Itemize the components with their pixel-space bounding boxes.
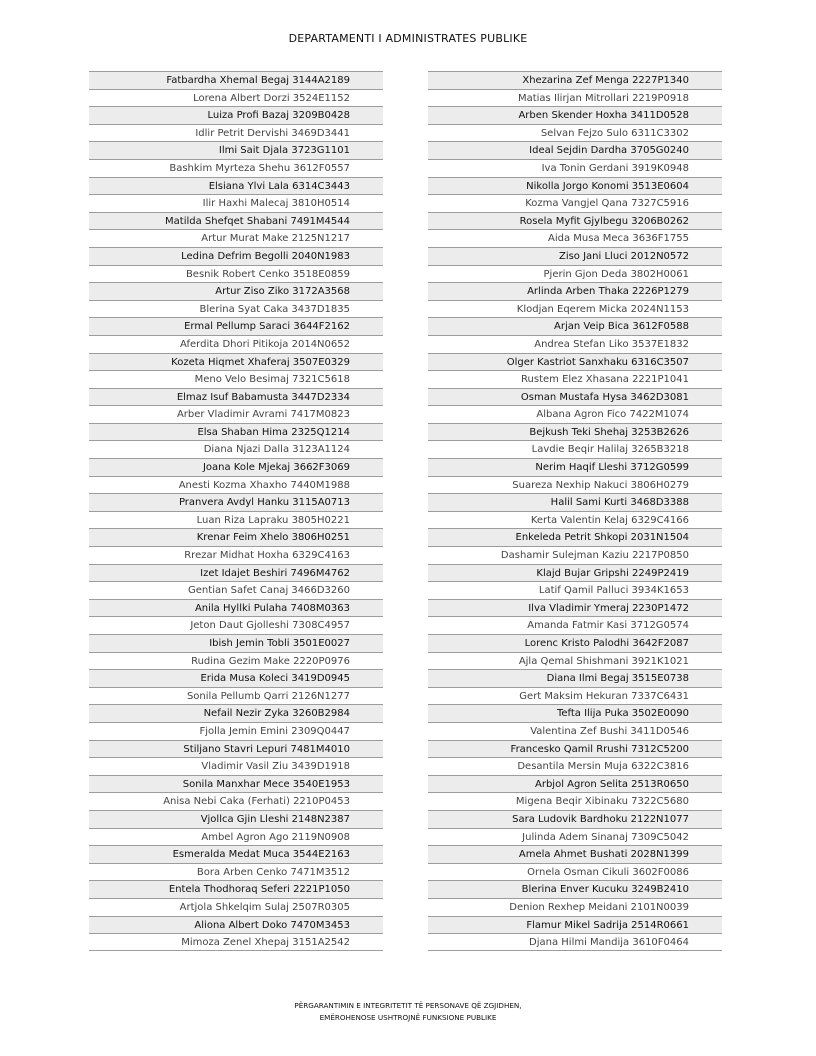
list-item: Pranvera Avdyl Hanku 3115A0713 (89, 493, 383, 511)
list-item: Izet Idajet Beshiri 7496M4762 (89, 564, 383, 582)
list-item: Suareza Nexhip Nakuci 3806H0279 (428, 476, 722, 494)
list-item: Iva Tonin Gerdani 3919K0948 (428, 159, 722, 177)
list-item: Diana Ilmi Begaj 3515E0738 (428, 669, 722, 687)
list-item: Ibish Jemin Tobli 3501E0027 (89, 634, 383, 652)
list-item: Matilda Shefqet Shabani 7491M4544 (89, 212, 383, 230)
list-item: Elsiana Ylvi Lala 6314C3443 (89, 177, 383, 195)
list-item: Bejkush Teki Shehaj 3253B2626 (428, 423, 722, 441)
list-item: Aferdita Dhori Pitikoja 2014N0652 (89, 335, 383, 353)
footer-line-2: EMËROHENOSE USHTROJNË FUNKSIONE PUBLIKE (319, 1013, 497, 1022)
list-item: Besnik Robert Cenko 3518E0859 (89, 265, 383, 283)
list-item: Bora Arben Cenko 7471M3512 (89, 863, 383, 881)
list-item: Nikolla Jorgo Konomi 3513E0604 (428, 177, 722, 195)
list-item: Luan Riza Lapraku 3805H0221 (89, 511, 383, 529)
list-item: Jeton Daut Gjolleshi 7308C4957 (89, 616, 383, 634)
list-item: Sonila Pellumb Qarri 2126N1277 (89, 687, 383, 705)
list-item: Joana Kole Mjekaj 3662F3069 (89, 458, 383, 476)
list-item: Ledina Defrim Begolli 2040N1983 (89, 247, 383, 265)
list-item: Sonila Manxhar Mece 3540E1953 (89, 775, 383, 793)
list-item: Anisa Nebi Caka (Ferhati) 2210P0453 (89, 792, 383, 810)
footer (0, 1000, 816, 1024)
list-item: Amanda Fatmir Kasi 3712G0574 (428, 616, 722, 634)
list-item: Blerina Enver Kucuku 3249B2410 (428, 880, 722, 898)
list-item: Lorenc Kristo Palodhi 3642F2087 (428, 634, 722, 652)
list-item: Anesti Kozma Xhaxho 7440M1988 (89, 476, 383, 494)
list-item: Arbjol Agron Selita 2513R0650 (428, 775, 722, 793)
list-item: Amela Ahmet Bushati 2028N1399 (428, 845, 722, 863)
list-item: Klajd Bujar Gripshi 2249P2419 (428, 564, 722, 582)
list-item: Pjerin Gjon Deda 3802H0061 (428, 265, 722, 283)
list-item: Selvan Fejzo Sulo 6311C3302 (428, 124, 722, 142)
list-item: Kozma Vangjel Qana 7327C5916 (428, 194, 722, 212)
list-item: Migena Beqir Xibinaku 7322C5680 (428, 792, 722, 810)
list-item: Flamur Mikel Sadrija 2514R0661 (428, 916, 722, 934)
list-item: Mimoza Zenel Xhepaj 3151A2542 (89, 933, 383, 951)
page-title: DEPARTAMENTI I ADMINISTRATES PUBLIKE (288, 32, 528, 45)
left-name-list (89, 71, 383, 951)
list-item: Enkeleda Petrit Shkopi 2031N1504 (428, 528, 722, 546)
list-item: Osman Mustafa Hysa 3462D3081 (428, 388, 722, 406)
list-item: Ziso Jani Lluci 2012N0572 (428, 247, 722, 265)
list-item: Diana Njazi Dalla 3123A1124 (89, 440, 383, 458)
list-item: Halil Sami Kurti 3468D3388 (428, 493, 722, 511)
list-item: Lavdie Beqir Halilaj 3265B3218 (428, 440, 722, 458)
list-item: Elsa Shaban Hima 2325Q1214 (89, 423, 383, 441)
list-item: Ideal Sejdin Dardha 3705G0240 (428, 141, 722, 159)
list-item: Erida Musa Koleci 3419D0945 (89, 669, 383, 687)
list-item: Ilva Vladimir Ymeraj 2230P1472 (428, 599, 722, 617)
list-item: Stiljano Stavri Lepuri 7481M4010 (89, 740, 383, 758)
list-item: Luiza Profi Bazaj 3209B0428 (89, 106, 383, 124)
list-item: Fatbardha Xhemal Begaj 3144A2189 (89, 71, 383, 89)
list-item: Ajla Qemal Shishmani 3921K1021 (428, 652, 722, 670)
list-item: Valentina Zef Bushi 3411D0546 (428, 722, 722, 740)
list-item: Gert Maksim Hekuran 7337C6431 (428, 687, 722, 705)
list-item: Ornela Osman Cikuli 3602F0086 (428, 863, 722, 881)
list-item: Rrezar Midhat Hoxha 6329C4163 (89, 546, 383, 564)
list-item: Ambel Agron Ago 2119N0908 (89, 828, 383, 846)
list-item: Gentian Safet Canaj 3466D3260 (89, 581, 383, 599)
list-item: Klodjan Eqerem Micka 2024N1153 (428, 300, 722, 318)
list-item: Esmeralda Medat Muca 3544E2163 (89, 845, 383, 863)
list-item: Ilir Haxhi Malecaj 3810H0514 (89, 194, 383, 212)
list-item: Anila Hyllki Pulaha 7408M0363 (89, 599, 383, 617)
list-item: Lorena Albert Dorzi 3524E1152 (89, 89, 383, 107)
list-item: Djana Hilmi Mandija 3610F0464 (428, 933, 722, 951)
list-item: Idlir Petrit Dervishi 3469D3441 (89, 124, 383, 142)
list-item: Blerina Syat Caka 3437D1835 (89, 300, 383, 318)
list-item: Sara Ludovik Bardhoku 2122N1077 (428, 810, 722, 828)
list-item: Vjollca Gjin Lleshi 2148N2387 (89, 810, 383, 828)
list-item: Arjan Veip Bica 3612F0588 (428, 317, 722, 335)
list-item: Arlinda Arben Thaka 2226P1279 (428, 282, 722, 300)
list-item: Arber Vladimir Avrami 7417M0823 (89, 405, 383, 423)
list-item: Denion Rexhep Meidani 2101N0039 (428, 898, 722, 916)
list-item: Tefta Ilija Puka 3502E0090 (428, 704, 722, 722)
list-item: Arben Skender Hoxha 3411D0528 (428, 106, 722, 124)
list-item: Rudina Gezim Make 2220P0976 (89, 652, 383, 670)
list-item: Artur Ziso Ziko 3172A3568 (89, 282, 383, 300)
list-item: Julinda Adem Sinanaj 7309C5042 (428, 828, 722, 846)
list-item: Matias Ilirjan Mitrollari 2219P0918 (428, 89, 722, 107)
list-item: Aida Musa Meca 3636F1755 (428, 229, 722, 247)
list-item: Nerim Haqif Lleshi 3712G0599 (428, 458, 722, 476)
list-item: Ermal Pellump Saraci 3644F2162 (89, 317, 383, 335)
list-item: Kerta Valentin Kelaj 6329C4166 (428, 511, 722, 529)
list-item: Olger Kastriot Sanxhaku 6316C3507 (428, 353, 722, 371)
list-item: Desantila Mersin Muja 6322C3816 (428, 757, 722, 775)
list-item: Artur Murat Make 2125N1217 (89, 229, 383, 247)
list-item: Krenar Feim Xhelo 3806H0251 (89, 528, 383, 546)
list-item: Meno Velo Besimaj 7321C5618 (89, 370, 383, 388)
footer-line-1: PËRGARANTIMIN E INTEGRITETIT TË PERSONAVE QË ZGJIDHEN, (294, 1001, 522, 1010)
list-item: Elmaz Isuf Babamusta 3447D2334 (89, 388, 383, 406)
list-item: Fjolla Jemin Emini 2309Q0447 (89, 722, 383, 740)
list-item: Rosela Myfit Gjylbegu 3206B0262 (428, 212, 722, 230)
list-item: Artjola Shkelqim Sulaj 2507R0305 (89, 898, 383, 916)
list-item: Kozeta Hiqmet Xhaferaj 3507E0329 (89, 353, 383, 371)
list-item: Nefail Nezir Zyka 3260B2984 (89, 704, 383, 722)
list-item: Vladimir Vasil Ziu 3439D1918 (89, 757, 383, 775)
list-item: Andrea Stefan Liko 3537E1832 (428, 335, 722, 353)
list-item: Aliona Albert Doko 7470M3453 (89, 916, 383, 934)
list-item: Rustem Elez Xhasana 2221P1041 (428, 370, 722, 388)
right-name-list (428, 71, 722, 951)
list-item: Albana Agron Fico 7422M1074 (428, 405, 722, 423)
list-item: Entela Thodhoraq Seferi 2221P1050 (89, 880, 383, 898)
list-item: Ilmi Sait Djala 3723G1101 (89, 141, 383, 159)
list-item: Dashamir Sulejman Kaziu 2217P0850 (428, 546, 722, 564)
list-item: Francesko Qamil Rrushi 7312C5200 (428, 740, 722, 758)
list-item: Latif Qamil Palluci 3934K1653 (428, 581, 722, 599)
list-item: Xhezarina Zef Menga 2227P1340 (428, 71, 722, 89)
list-item: Bashkim Myrteza Shehu 3612F0557 (89, 159, 383, 177)
